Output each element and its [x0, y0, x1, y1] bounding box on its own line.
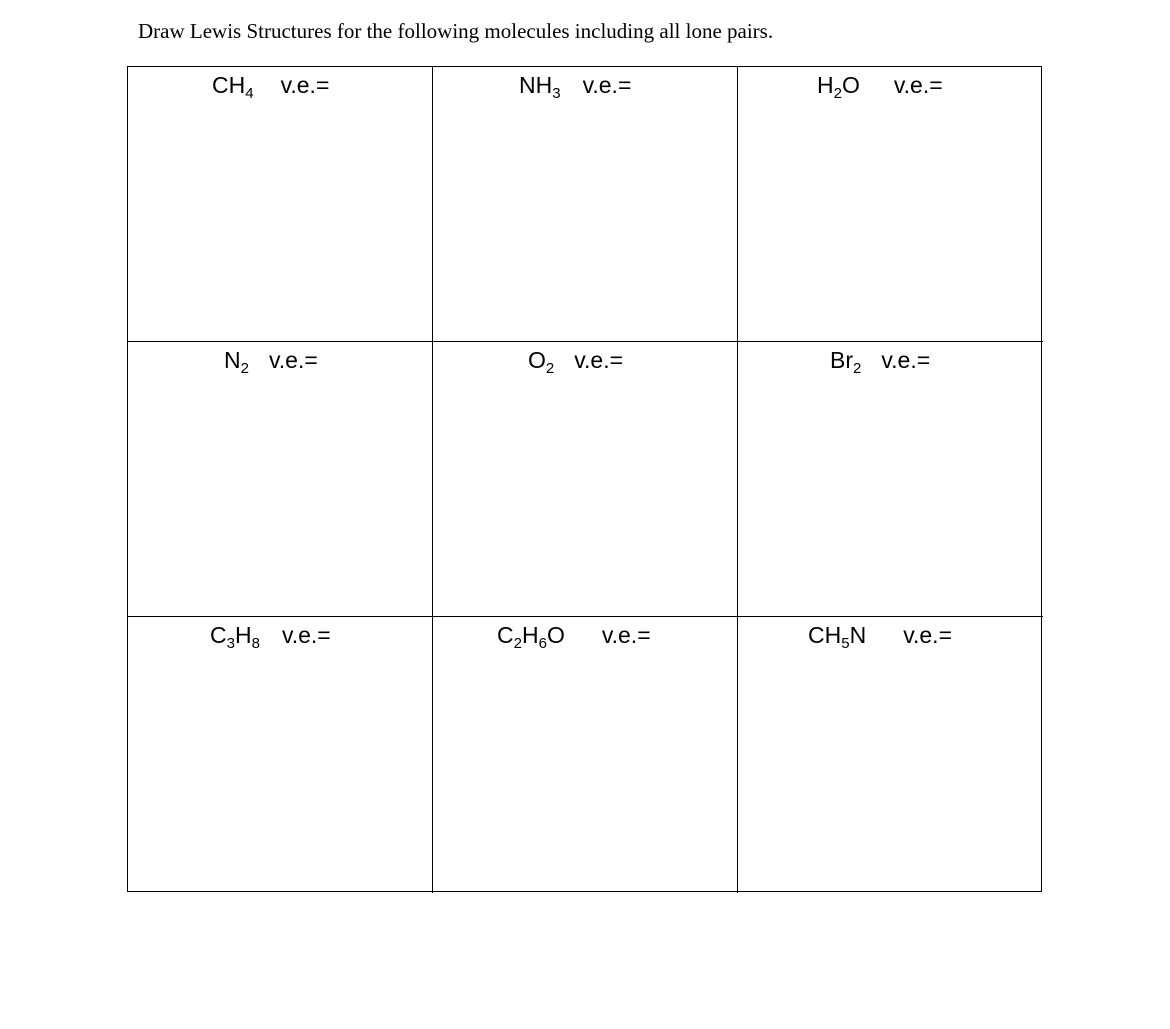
formula: $H_2O$: [817, 72, 860, 102]
formula: $N_2$: [224, 347, 249, 377]
valence-electrons-label: v.e.=: [268, 347, 318, 373]
cell-label: [210, 620, 331, 654]
cell-h2o[interactable]: [738, 67, 1043, 342]
valence-electrons-label: v.e.=: [574, 347, 624, 373]
valence-electrons-label: v.e.=: [903, 622, 952, 648]
instructions-heading: Draw Lewis Structures for the following molecules including all lone pairs.: [138, 19, 774, 43]
cell-label: [808, 620, 952, 654]
cell-label: [212, 70, 329, 104]
cell-label: [817, 70, 943, 104]
cell-br2[interactable]: [738, 342, 1043, 617]
cell-label: [497, 620, 651, 654]
cell-label: [224, 345, 318, 379]
valence-electrons-label: v.e.=: [582, 72, 632, 98]
formula: $O_2$: [528, 347, 555, 377]
formula: $CH_4$: [212, 72, 254, 102]
valence-electrons-label: v.e.=: [881, 347, 931, 373]
cell-n2[interactable]: [128, 342, 433, 617]
cell-c3h8[interactable]: [128, 617, 433, 893]
valence-electrons-label: v.e.=: [281, 622, 331, 648]
valence-electrons-label: v.e.=: [601, 622, 651, 648]
cell-label: [830, 345, 930, 379]
cell-label: [528, 345, 623, 379]
lewis-structure-grid: [127, 66, 1042, 892]
valence-electrons-label: v.e.=: [893, 72, 943, 98]
cell-label: [519, 70, 631, 104]
formula: $Br_2$: [830, 347, 862, 377]
cell-nh3[interactable]: [433, 67, 738, 342]
formula: $C_2H_6O$: [497, 622, 565, 652]
formula: $CH_5N$: [808, 622, 867, 652]
formula: $NH_3$: [519, 72, 561, 102]
cell-ch5n[interactable]: [738, 617, 1043, 893]
cell-ch4[interactable]: [128, 67, 433, 342]
valence-electrons-label: v.e.=: [280, 72, 330, 98]
cell-o2[interactable]: [433, 342, 738, 617]
cell-c2h6o[interactable]: [433, 617, 738, 893]
formula: $C_3H_8$: [210, 622, 260, 652]
